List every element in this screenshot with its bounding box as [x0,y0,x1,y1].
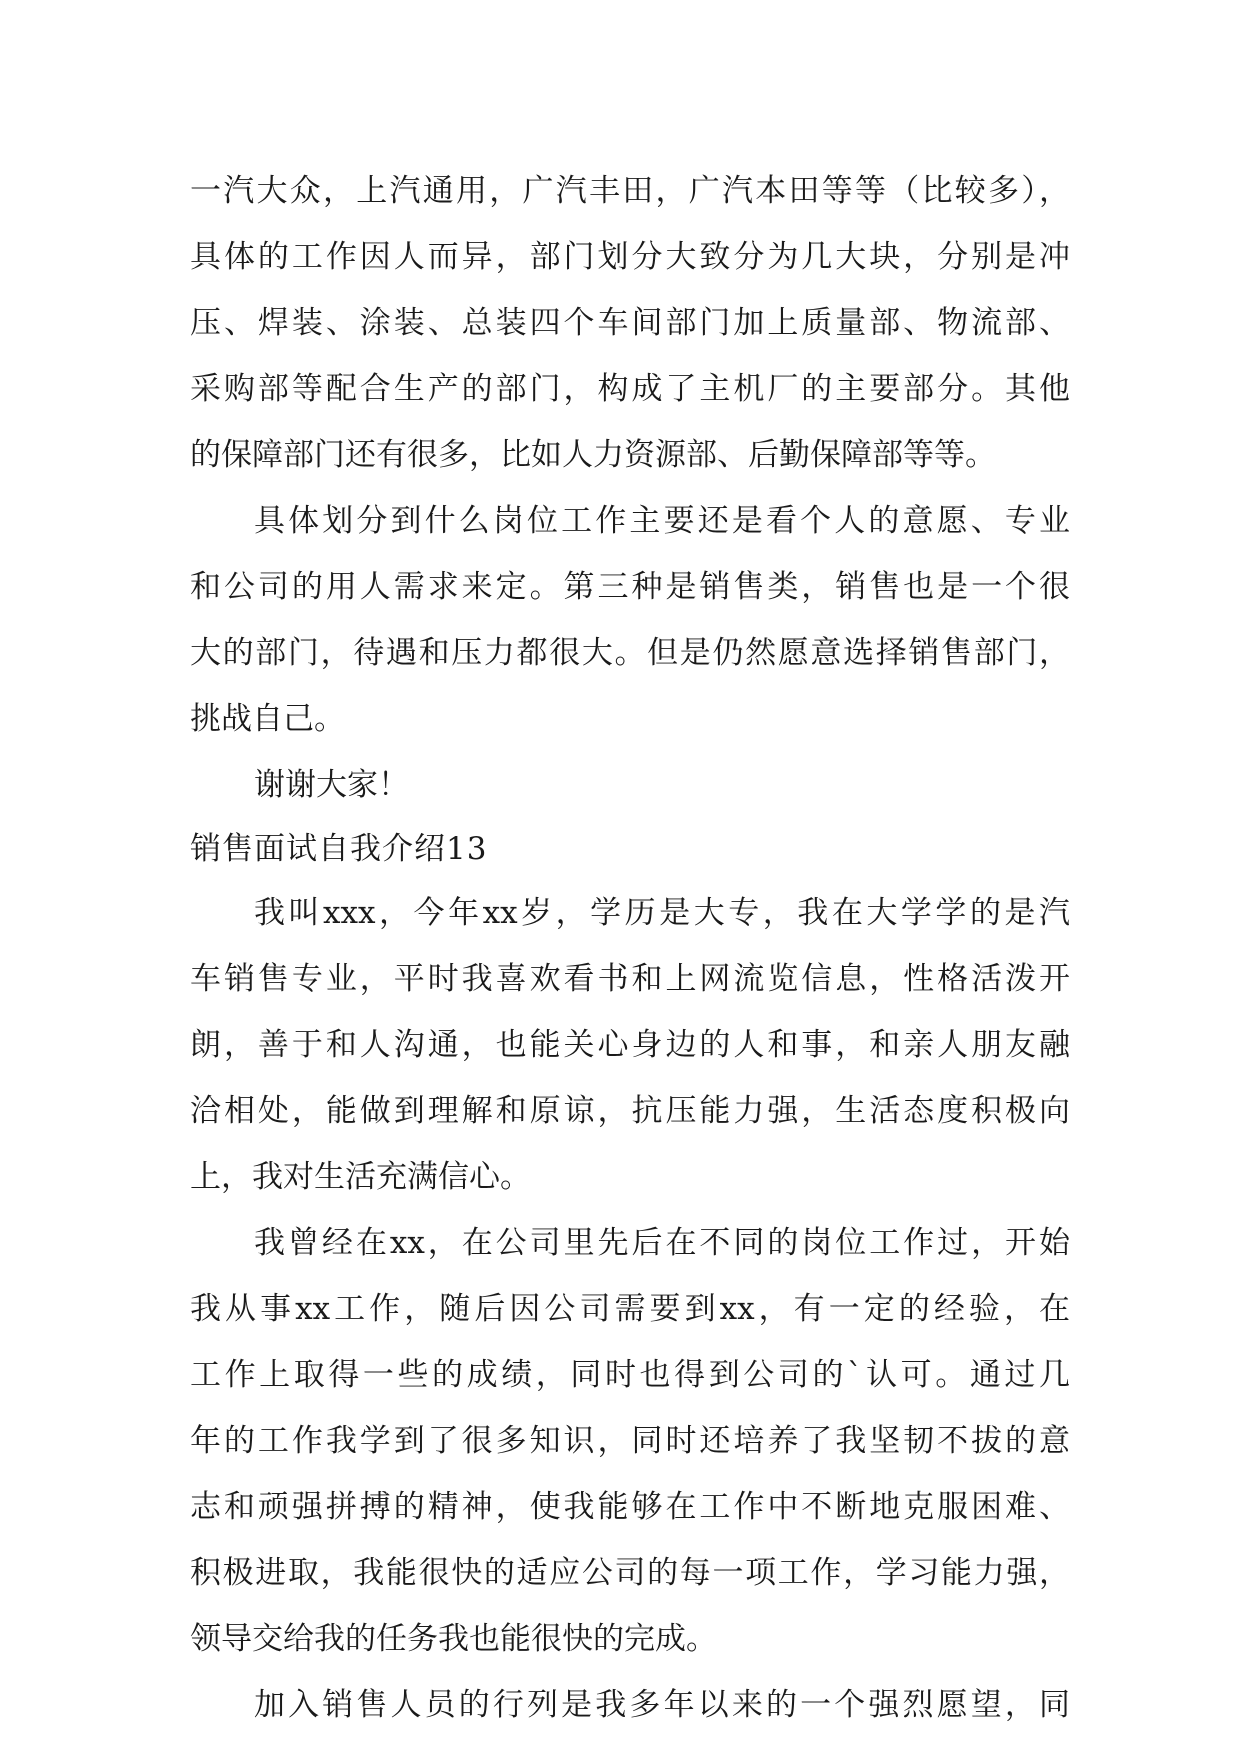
text-line: 的保障部门还有很多，比如人力资源部、后勤保障部等等。 [190,437,996,473]
text-line: 我从事xx工作，随后因公司需要到xx，有一定的经验，在 [190,1291,1070,1327]
text-line: 领导交给我的任务我也能很快的完成。 [190,1621,717,1657]
text-line: 和公司的用人需求来定。第三种是销售类，销售也是一个很 [190,569,1070,605]
text-line: 具体划分到什么岗位工作主要还是看个人的意愿、专业 [254,503,1070,539]
text-line: 志和顽强拼搏的精神，使我能够在工作中不断地克服困难、 [190,1489,1070,1525]
paragraph [190,880,1070,1210]
text-line: 采购部等配合生产的部门，构成了主机厂的主要部分。其他 [190,371,1070,407]
text-line: 年的工作我学到了很多知识，同时还培养了我坚韧不拔的意 [190,1423,1070,1459]
text-line: 具体的工作因人而异，部门划分大致分为几大块，分别是冲 [190,239,1070,275]
section-title: 销售面试自我介绍13 [190,831,488,867]
text-line: 一汽大众，上汽通用，广汽丰田，广汽本田等等（比较多）， [190,173,1070,209]
paragraph [190,158,1070,488]
text-line: 上，我对生活充满信心。 [190,1159,531,1195]
text-line: 加入销售人员的行列是我多年以来的一个强烈愿望，同 [254,1687,1070,1723]
text-line: 洽相处，能做到理解和原谅，抗压能力强，生活态度积极向 [190,1093,1070,1129]
text-line: 谢谢大家！ [254,767,409,803]
paragraph [190,488,1070,752]
paragraph [190,1672,1070,1738]
text-line: 大的部门，待遇和压力都很大。但是仍然愿意选择销售部门， [190,635,1070,671]
text-line: 压、焊装、涂装、总装四个车间部门加上质量部、物流部、 [190,305,1070,341]
text-line: 挑战自己。 [190,701,345,737]
text-line: 工作上取得一些的成绩，同时也得到公司的`认可。通过几 [190,1357,1070,1393]
text-line: 我叫xxx，今年xx岁，学历是大专，我在大学学的是汽 [254,895,1070,931]
paragraph [190,1210,1070,1672]
document-page [190,158,1070,1738]
text-line: 我曾经在xx，在公司里先后在不同的岗位工作过，开始 [254,1225,1070,1261]
text-line: 车销售专业，平时我喜欢看书和上网流览信息，性格活泼开 [190,961,1070,997]
text-line: 积极进取，我能很快的适应公司的每一项工作，学习能力强， [190,1555,1070,1591]
paragraph [190,752,1070,818]
text-line: 朗，善于和人沟通，也能关心身边的人和事，和亲人朋友融 [190,1027,1070,1063]
